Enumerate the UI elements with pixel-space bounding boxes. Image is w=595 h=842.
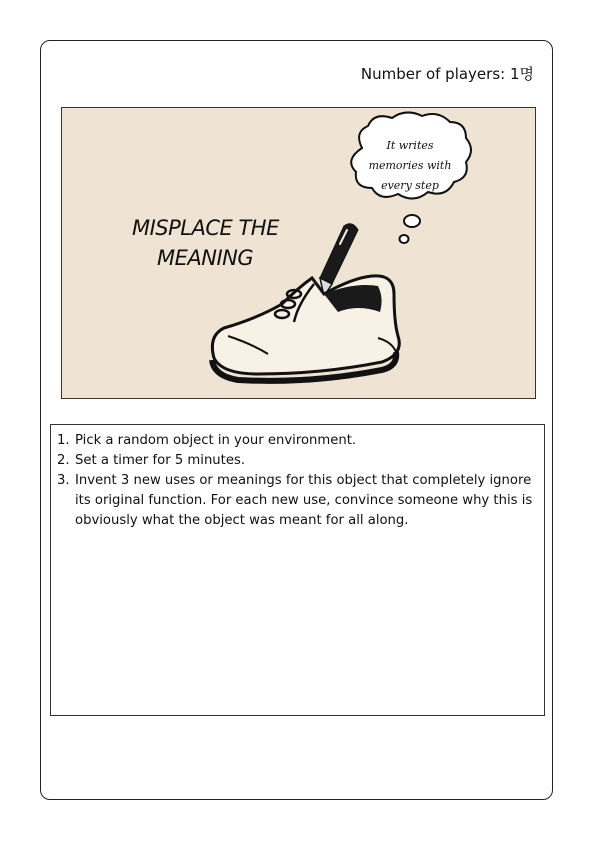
step-text: Invent 3 new uses or meanings for this object that completely ignore its original function. For each new use, convince someone why this is obviously what the object was meant for all along.	[75, 473, 533, 528]
step-text: Pick a random object in your environment.	[75, 433, 357, 448]
instructions-box	[50, 424, 545, 716]
shoe-icon	[212, 276, 399, 381]
bubble-text-line-1: It writes	[386, 139, 434, 152]
bubble-text-line-3: every step	[381, 179, 439, 192]
thought-bubble-icon	[351, 112, 471, 243]
instruction-step	[57, 431, 538, 451]
illustration-art	[62, 108, 537, 400]
instruction-step	[57, 451, 538, 471]
players-count: Number of players: 1명	[360, 65, 534, 83]
instruction-step	[57, 471, 538, 531]
bubble-text-line-2: memories with	[368, 159, 452, 172]
step-number: 1.	[57, 433, 70, 448]
step-text: Set a timer for 5 minutes.	[75, 453, 246, 468]
step-number: 2.	[57, 453, 70, 468]
title-line-2: MEANING	[157, 246, 254, 270]
step-number: 3.	[57, 473, 70, 488]
title-line-1: MISPLACE THE	[132, 216, 279, 240]
illustration-panel	[61, 107, 536, 399]
game-card	[40, 40, 553, 800]
